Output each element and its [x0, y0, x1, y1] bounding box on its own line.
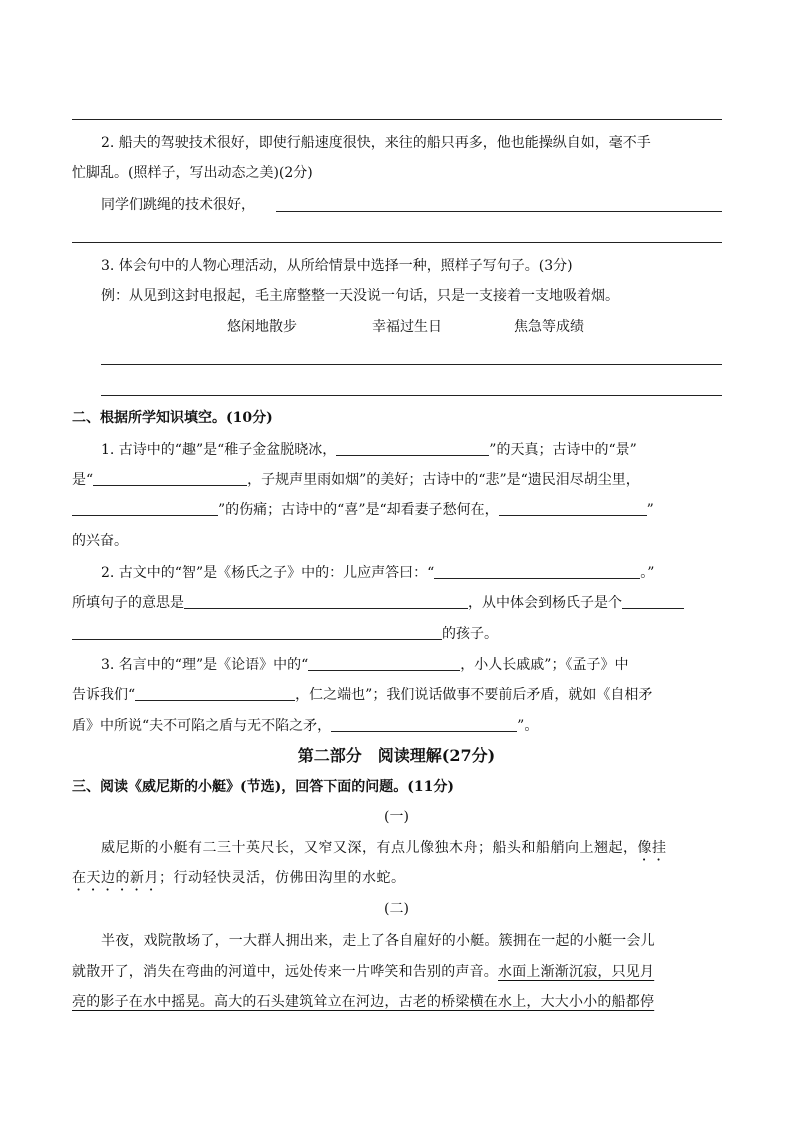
- blank-poem-3[interactable]: [72, 501, 218, 516]
- question-3-example: 例：从见到这封电报起，毛主席整整一天没说一句话，只是一支接着一支地吸着烟。: [101, 288, 619, 304]
- s2-q3-e: 盾》中所说“夫不可陷之盾与无不陷之矛，: [72, 718, 332, 734]
- passage-2-line3: 亮的影子在水中摇晃。高大的石头建筑耸立在河边，古老的桥梁横在水上，大大小小的船都停: [72, 994, 655, 1010]
- answer-line-q2b[interactable]: [72, 242, 722, 243]
- s2-q2-b: 。”: [640, 565, 655, 581]
- option-happy-birthday: 幸福过生日: [372, 319, 442, 335]
- passage-2-a: 就散开了，消失在弯曲的河道中，远处传来一片哗笑和告别的声音。: [72, 964, 498, 980]
- blank-quote-3[interactable]: [331, 717, 517, 732]
- s2-q2-line1: [101, 563, 654, 583]
- question-3-line1: 3. 体会句中的人物心理活动，从所给情景中选择一种，照样子写句子。(3分): [101, 258, 573, 274]
- blank-yangshi-1[interactable]: [434, 564, 640, 579]
- passage-1-rest: ；行动轻快灵活，仿佛田沟里的水蛇。: [159, 870, 406, 886]
- part-2-title: 第二部分 阅读理解(27分): [297, 746, 496, 765]
- s2-q1-f: ”: [646, 502, 654, 518]
- s2-q3-line1: [101, 655, 628, 675]
- s2-q2-c: 所填句子的意思是: [72, 595, 184, 611]
- question-2-line1: 2. 船夫的驾驶技术很好，即使行船速度很快，来往的船只再多，他也能操纵自如，毫不手: [101, 135, 651, 151]
- s2-q1-d: ，子规声里雨如烟”的美好；古诗中的“悲”是“遗民泪尽胡尘里，: [247, 472, 640, 488]
- s2-q3-f: ”。: [517, 718, 539, 734]
- passage-2-line1: 半夜，戏院散场了，一大群人拥出来，走上了各自雇好的小艇。簇拥在一起的小艇一会儿: [101, 933, 655, 949]
- blank-yangshi-3[interactable]: [622, 594, 684, 609]
- s2-q3-c: 告诉我们“: [72, 687, 136, 703]
- passage-2-underlined-a: 水面上渐渐沉寂，只见月: [498, 964, 655, 980]
- blank-quote-2[interactable]: [135, 686, 295, 701]
- blank-yangshi-2[interactable]: [184, 594, 468, 609]
- s2-q1-b: ”的天真；古诗中的“景”: [489, 442, 637, 458]
- question-2-line2: 忙脚乱。(照样子，写出动态之美)(2分): [72, 165, 313, 181]
- passage-2-line2: [72, 962, 654, 982]
- s2-q1-line3: [72, 500, 654, 520]
- s2-q2-line2: [72, 593, 684, 613]
- s2-q2-a: 2. 古文中的“智”是《杨氏之子》中的：儿应声答曰：“: [101, 565, 435, 581]
- s2-q1-e: ”的伤痛；古诗中的“喜”是“却看妻子愁何在，: [218, 502, 499, 518]
- section-3-title: 三、阅读《威尼斯的小艇》(节选)，回答下面的问题。(11分): [72, 779, 454, 795]
- passage-1-line1: [101, 838, 667, 864]
- blank-yangshi-4[interactable]: [72, 625, 442, 640]
- s2-q3-line2: [72, 685, 652, 705]
- blank-quote-1[interactable]: [308, 656, 460, 671]
- s2-q3-b: ，小人长戚戚”；《孟子》中: [460, 657, 629, 673]
- s2-q3-d: ，仁之端也”；我们说话做事不要前后矛盾，就如《自相矛: [295, 687, 653, 703]
- s2-q1-c: 是“: [72, 472, 94, 488]
- passage-1-dotted-a: 像挂: [637, 840, 667, 856]
- s2-q1-a: 1. 古诗中的“趣”是“稚子金盆脱晓冰，: [101, 442, 337, 458]
- option-anxious-waiting: 焦急等成绩: [514, 319, 584, 335]
- blank-poem-4[interactable]: [499, 501, 647, 516]
- s2-q2-e: 的孩子。: [442, 626, 498, 642]
- passage-1-dotted-b: 在天边的新月: [72, 870, 159, 886]
- option-leisurely-walk: 悠闲地散步: [227, 319, 297, 335]
- passage-1-line2: [72, 868, 406, 894]
- passage-1-a: 威尼斯的小艇有二三十英尺长，又窄又深，有点儿像独木舟；船头和船艄向上翘起，: [101, 840, 638, 856]
- s2-q3-a: 3. 名言中的“理”是《论语》中的“: [101, 657, 309, 673]
- answer-line-q3b[interactable]: [101, 395, 722, 396]
- blank-poem-1[interactable]: [336, 441, 489, 456]
- section-2-title: 二、根据所学知识填空。(10分): [72, 410, 273, 426]
- blank-poem-2[interactable]: [93, 471, 247, 486]
- s2-q3-line3: [72, 716, 538, 736]
- answer-line-top[interactable]: [72, 119, 722, 120]
- s2-q2-d: ，从中体会到杨氏子是个: [468, 595, 622, 611]
- s2-q1-line2: [72, 470, 640, 490]
- s2-q1-line1: [101, 440, 637, 460]
- s2-q2-line3: [72, 624, 498, 644]
- answer-line-q2a[interactable]: [276, 211, 722, 212]
- subsection-1-label: (一): [384, 809, 409, 825]
- s2-q1-line4: 的兴奋。: [72, 533, 128, 549]
- subsection-2-label: (二): [384, 901, 409, 917]
- question-2-prompt: 同学们跳绳的技术很好，: [101, 197, 255, 213]
- answer-line-q3a[interactable]: [101, 364, 722, 365]
